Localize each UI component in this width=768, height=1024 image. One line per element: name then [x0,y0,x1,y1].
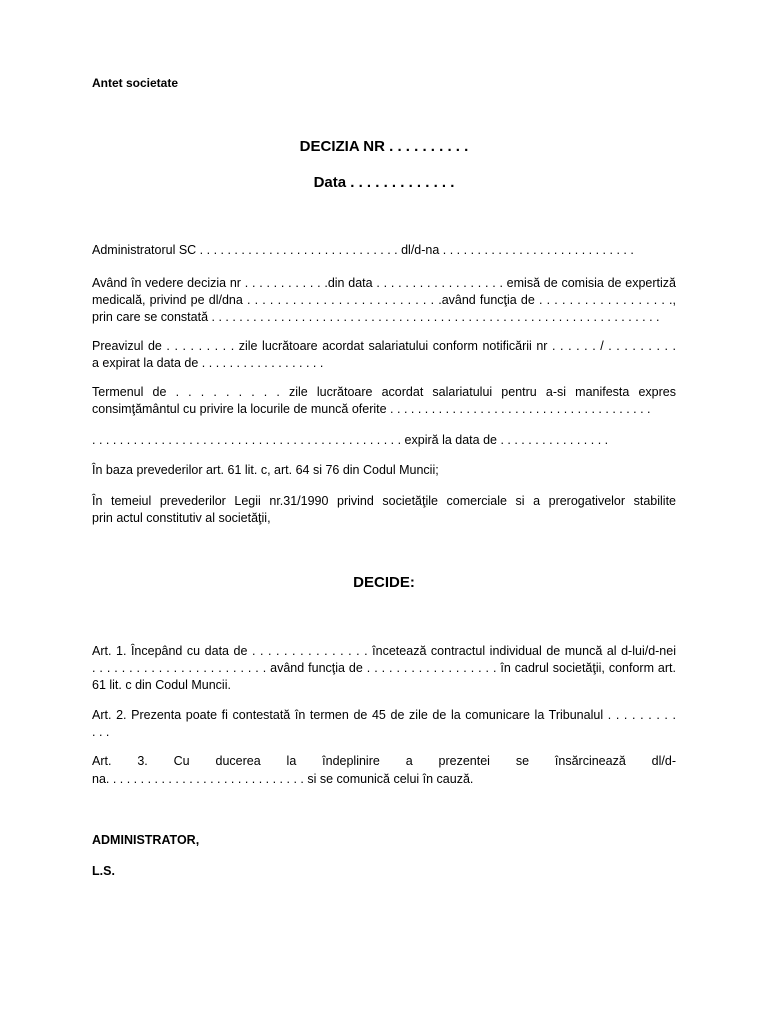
paragraph-notice-line-2: a expirat la data de . . . . . . . . . . . . . . . . . . [92,356,324,370]
paragraph-administrator: Administratorul SC . . . . . . . . . . . . . . . . . . . . . . . . . . . . . dl/d-na . . . . . . . . . . . . . . . . . . . . . . . . . . . . [92,243,634,257]
decision-date: Data . . . . . . . . . . . . . [313,174,455,191]
article-2-line-1: Art. 2. Prezenta poate fi contestată în termen de 45 de zile de la comunicare la Tribunalul . . . . . . . . . [92,708,676,722]
article-2-line-2: . . . [92,725,110,739]
paragraph-term-line-2: consimţământul cu privire la locurile de muncă oferite . . . . . . . . . . . . . . . . . . . . . . . . . . . . . . . . . . . . . . [92,402,651,416]
seal-placeholder: L.S. [92,864,115,878]
decides-heading: DECIDE: [353,574,415,591]
article-3-line-2: na. . . . . . . . . . . . . . . . . . . . . . . . . . . . . si se comunică celui în cauză. [92,772,474,786]
paragraph-expiry: . . . . . . . . . . . . . . . . . . . . . . . . . . . . . . . . . . . . . . . . . . . . . expiră la data de . . . . . . . . . . . . . . . . [92,433,609,447]
paragraph-decision-line-2: medicală, privind pe dl/dna . . . . . . . . . . . . . . . . . . . . . . . . . .având funcţia de . . . . . . . . . . . . . . . . . ., [92,293,676,307]
article-1-line-3: 61 lit. c din Codul Muncii. [92,678,231,692]
paragraph-legal-ground-line-1: În temeiul prevederilor Legii nr.31/1990 privind societăţile comerciale si a prerogativelor stabilite [92,494,676,508]
paragraph-decision-line-3: prin care se constată . . . . . . . . . . . . . . . . . . . . . . . . . . . . . . . . . . . . . . . . . . . . . . . . . . . . . . . . . . . . . . . . . [92,310,660,324]
decision-title: DECIZIA NR . . . . . . . . . . [299,138,469,155]
signature-role: ADMINISTRATOR, [92,833,200,847]
article-3-line-1: Art. 3. Cu ducerea la îndeplinire a prezentei se însărcinează dl/d- [92,754,676,768]
paragraph-notice-line-1: Preavizul de . . . . . . . . . zile lucrătoare acordat salariatului conform notificării nr . . . . . . / . . . . . . . . . [92,339,676,353]
article-1-line-1: Art. 1. Începând cu data de . . . . . . . . . . . . . . . încetează contractul individual de muncă al d-lui/d-nei [92,644,676,658]
paragraph-decision-line-1: Având în vedere decizia nr . . . . . . . . . . . .din data . . . . . . . . . . . . . . . . . . emisă de comisia de expertiză [92,276,676,290]
paragraph-legal-ground-line-2: prin actul constitutiv al societăţii, [92,511,271,525]
paragraph-legal-basis: În baza prevederilor art. 61 lit. c, art. 64 si 76 din Codul Muncii; [92,463,439,477]
paragraph-term-line-1: Termenul de . . . . . . . . . zile lucrătoare acordat salariatului pentru a-si manifesta expres [92,385,676,399]
company-letterhead-label: Antet societate [92,76,179,90]
article-1-line-2: . . . . . . . . . . . . . . . . . . . . . . . . având funcţia de . . . . . . . . . . . . . . . . . . în cadrul societăţii, conform art. [92,661,676,675]
